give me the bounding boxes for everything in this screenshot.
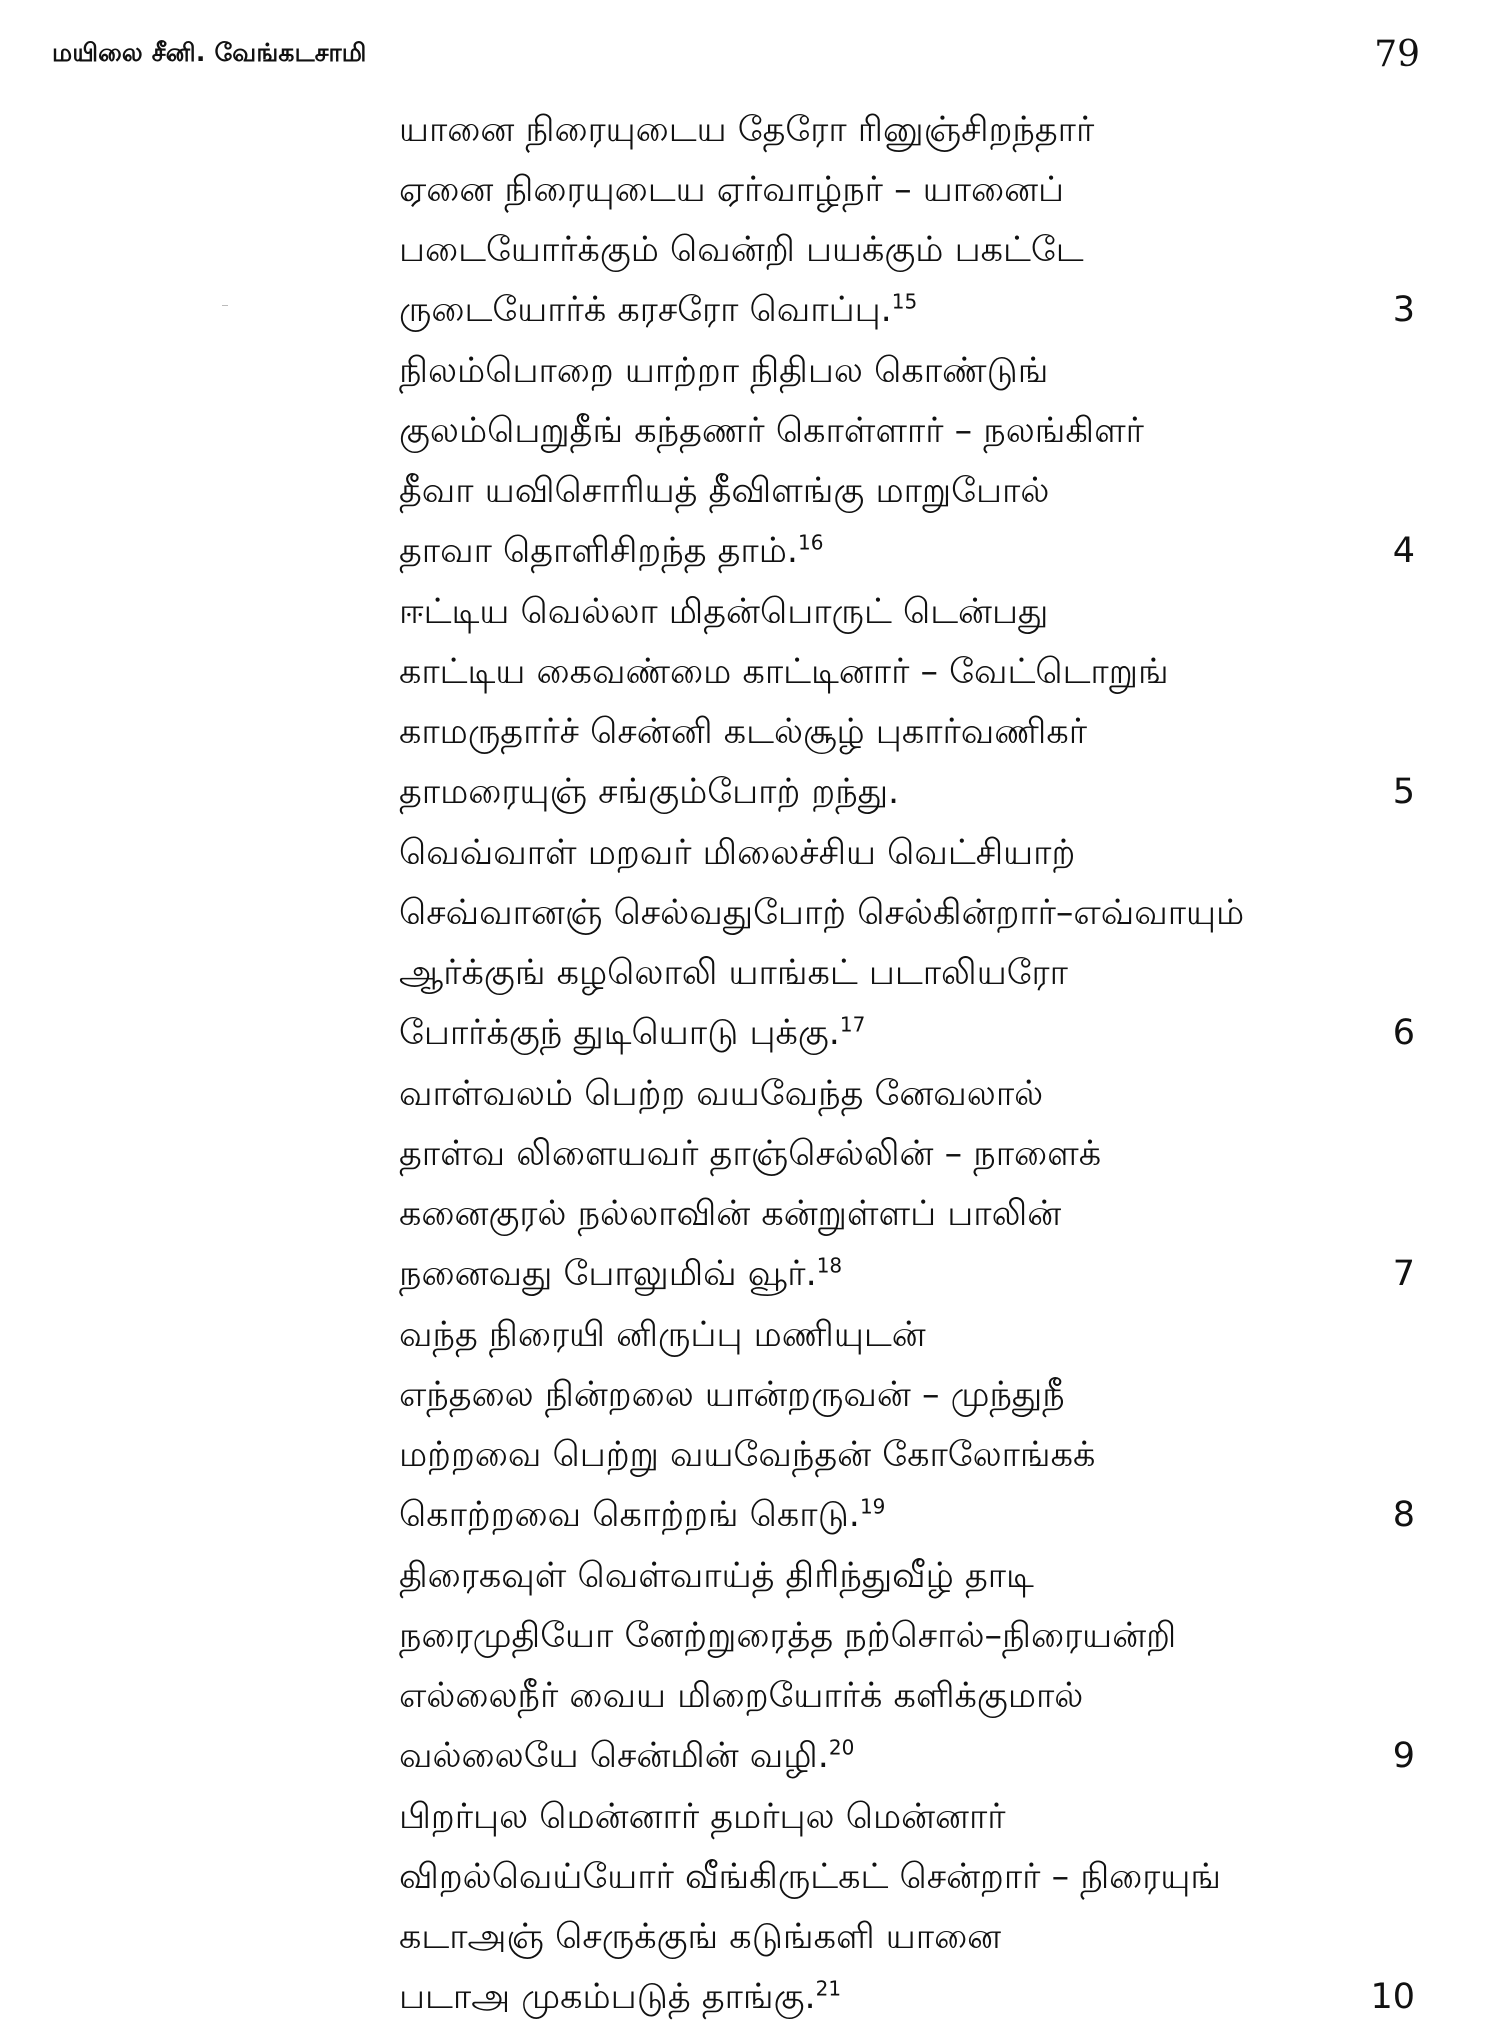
verse-line: நிலம்பொறை யாற்றா நிதிபல கொண்டுங்: [399, 351, 1049, 391]
footnote-marker: 15: [891, 289, 918, 314]
verse-line: வெவ்வாள் மறவர் மிலைச்சிய வெட்சியாற்: [399, 833, 1076, 873]
verse: [399, 100, 1419, 341]
verse-line: காமருதார்ச் சென்னி கடல்சூழ் புகார்வணிகர்: [399, 712, 1088, 752]
verse-number: 4: [1392, 531, 1415, 571]
verse-line-text: கொற்றவை கொற்றங் கொடு.: [399, 1495, 860, 1535]
verse-line: கடாஅஞ் செருக்குங் கடுங்களி யானை: [399, 1917, 1002, 1957]
verse: [399, 1787, 1419, 2028]
verse: [399, 1064, 1419, 1305]
verse-line: தாள்வ லிளையவர் தாஞ்செல்லின் – நாளைக்: [399, 1134, 1102, 1174]
verse-line: [399, 521, 1419, 581]
verse-line: படையோர்க்கும் வென்றி பயக்கும் பகட்டே: [399, 230, 1084, 270]
verse: [399, 823, 1419, 1064]
verse-line: [399, 762, 1419, 822]
verse-line: விறல்வெய்யோர் வீங்கிருட்கட் சென்றார் – நிரையுங்: [399, 1857, 1222, 1897]
verse-line: நரைமுதியோ னேற்றுரைத்த நற்சொல்–நிரையன்றி: [399, 1616, 1177, 1656]
verse-number: 9: [1392, 1736, 1415, 1776]
verse-line: [399, 1967, 1419, 2027]
verse: [399, 1546, 1419, 1787]
verse-line: [399, 1726, 1419, 1786]
footnote-marker: 17: [839, 1012, 866, 1037]
margin-mark: [222, 305, 228, 306]
verse-line-text: படாஅ முகம்படுத் தாங்கு.: [399, 1977, 816, 2017]
verse-number: 5: [1392, 772, 1415, 812]
verse-number: 10: [1370, 1977, 1415, 2017]
verse-line: காட்டிய கைவண்மை காட்டினார் – வேட்டொறுங்: [399, 652, 1169, 692]
verse-line: வந்த நிரையி னிருப்பு மணியுடன்: [399, 1315, 926, 1355]
verse-line: குலம்பெறுதீங் கந்தணர் கொள்ளார் – நலங்கிளர்: [399, 411, 1144, 451]
verse-line: ஈட்டிய வெல்லா மிதன்பொருட் டென்பது: [399, 592, 1049, 632]
verse-list: [399, 100, 1419, 2028]
footnote-marker: 16: [798, 530, 824, 555]
verse-line: [399, 1485, 1419, 1545]
verse-line-text: தாவா தொளிசிறந்த தாம்.: [399, 531, 798, 571]
verse-number: 3: [1392, 290, 1415, 330]
verse-line: [399, 280, 1419, 340]
verse-number: 7: [1392, 1254, 1415, 1294]
verse-line-text: ருடையோர்க் கரசரோ வொப்பு.: [399, 290, 892, 330]
verse-line: யானை நிரையுடைய தேரோ ரினுஞ்சிறந்தார்: [399, 110, 1095, 150]
verse-line: பிறர்புல மென்னார் தமர்புல மென்னார்: [399, 1797, 1006, 1837]
verse-line: [399, 1244, 1419, 1304]
footnote-marker: 19: [859, 1494, 886, 1519]
verse: [399, 582, 1419, 823]
verse-line: கனைகுரல் நல்லாவின் கன்றுள்ளப் பாலின்: [399, 1194, 1062, 1234]
running-head: மயிலை சீனி. வேங்கடசாமி: [52, 38, 367, 67]
footnote-marker: 18: [816, 1253, 843, 1278]
verse-line-text: போர்க்குந் துடியொடு புக்கு.: [399, 1013, 840, 1053]
page-number: 79: [1374, 34, 1420, 75]
verse-line: தீவா யவிசொரியத் தீவிளங்கு மாறுபோல்: [399, 471, 1050, 511]
verse: [399, 1305, 1419, 1546]
verse-line: எல்லைநீர் வைய மிறையோர்க் களிக்குமால்: [399, 1676, 1084, 1716]
footnote-marker: 21: [815, 1976, 842, 2001]
verse: [399, 341, 1419, 582]
verse-line: ஆர்க்குங் கழலொலி யாங்கட் படாலியரோ: [399, 953, 1068, 993]
verse-number: 8: [1392, 1495, 1415, 1535]
verse-number: 6: [1392, 1013, 1415, 1053]
verse-line-text: நனைவது போலுமிவ் வூர்.: [399, 1254, 817, 1294]
verse-line: மற்றவை பெற்று வயவேந்தன் கோலோங்கக்: [399, 1435, 1096, 1475]
verse-line-text: வல்லையே சென்மின் வழி.: [399, 1736, 829, 1776]
verse-line: வாள்வலம் பெற்ற வயவேந்த னேவலால்: [399, 1074, 1044, 1114]
verse-line: ஏனை நிரையுடைய ஏர்வாழ்நர் – யானைப்: [399, 170, 1065, 210]
footnote-marker: 20: [828, 1735, 855, 1760]
verse-line: [399, 1003, 1419, 1063]
verse-line: எந்தலை நின்றலை யான்றருவன் – முந்துநீ: [399, 1375, 1065, 1415]
verse-line: செவ்வானஞ் செல்வதுபோற் செல்கின்றார்–எவ்வாயும்: [399, 893, 1245, 933]
verse-line-text: தாமரையுஞ் சங்கும்போற் றந்து.: [399, 772, 900, 812]
verse-line: திரைகவுள் வெள்வாய்த் திரிந்துவீழ் தாடி: [399, 1556, 1034, 1596]
